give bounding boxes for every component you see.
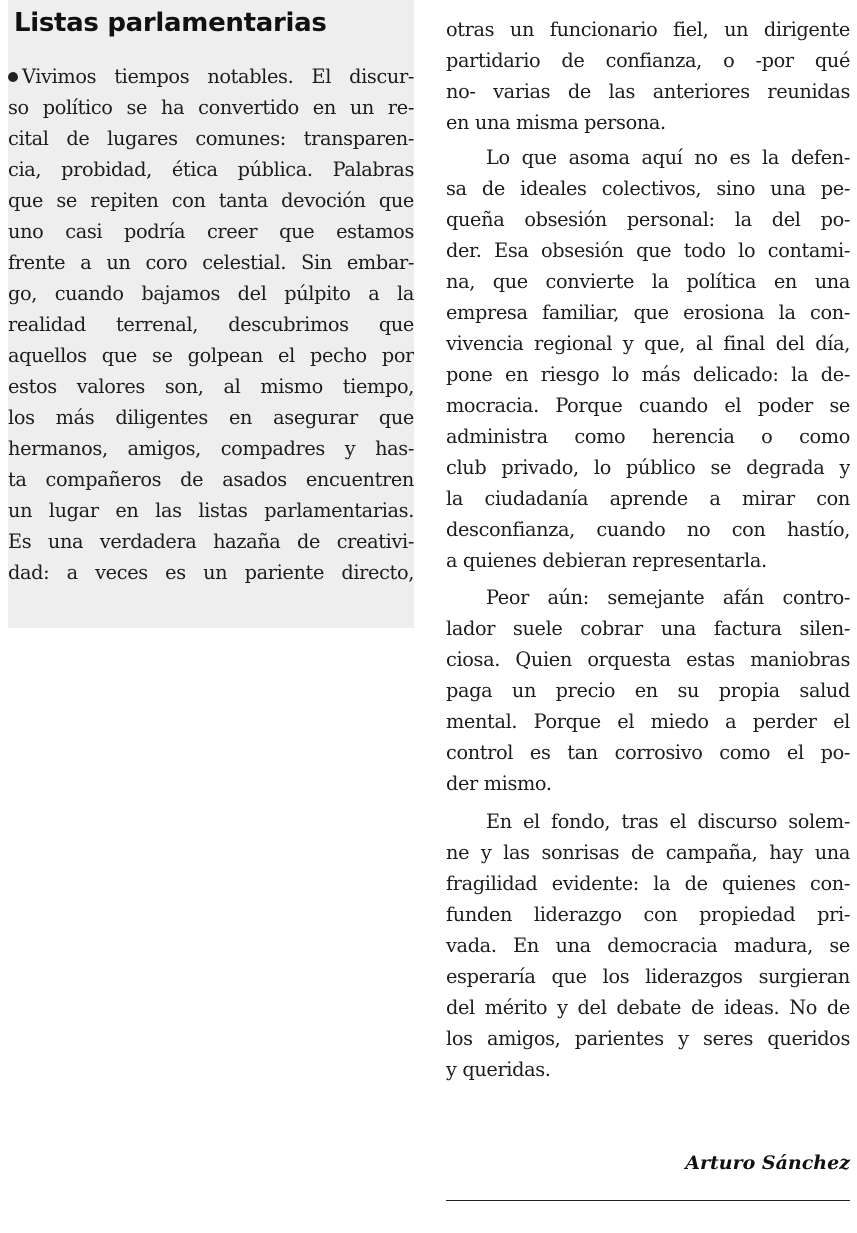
text-line: hermanos, amigos, compadres y has- <box>8 437 414 460</box>
text-line: mocracia. Porque cuando el poder se <box>446 394 850 417</box>
author-signature: Arturo Sánchez <box>685 1152 850 1174</box>
text-line: ne y las sonrisas de campaña, hay una <box>446 841 850 864</box>
text-line: estos valores son, al mismo tiempo, <box>8 375 414 398</box>
text-line <box>8 61 414 92</box>
text-line: la ciudadanía aprende a mirar con <box>446 487 850 510</box>
text-line: Es una verdadera hazaña de creativi- <box>8 530 414 553</box>
text-line: que se repiten con tanta devoción que <box>8 189 414 212</box>
text-line: paga un precio en su propia salud <box>446 679 850 702</box>
text-line: desconfianza, cuando no con hastío, <box>446 518 850 541</box>
text-line: der. Esa obsesión que todo lo contami- <box>446 239 850 262</box>
text-line: queña obsesión personal: la del po- <box>446 208 850 231</box>
text-line: a quienes debieran representarla. <box>446 549 767 572</box>
article-headline: Listas parlamentarias <box>14 8 327 38</box>
text-line: partidario de confianza, o -por qué <box>446 49 850 72</box>
text-line: los amigos, parientes y seres queridos <box>446 1027 850 1050</box>
text-line: un lugar en las listas parlamentarias. <box>8 499 414 522</box>
text-line: En el fondo, tras el discurso solem- <box>486 810 850 833</box>
text-line: lador suele cobrar una factura silen- <box>446 617 850 640</box>
text-line: Peor aún: semejante afán contro- <box>486 586 850 609</box>
text-line: no- varias de las anteriores reunidas <box>446 80 850 103</box>
text-line: ciosa. Quien orquesta estas maniobras <box>446 648 850 671</box>
text-line: del mérito y del debate de ideas. No de <box>446 996 850 1019</box>
text-line: cital de lugares comunes: transparen- <box>8 127 414 150</box>
bullet-icon <box>8 72 18 82</box>
text-line: frente a un coro celestial. Sin embar- <box>8 251 414 274</box>
text-line: so político se ha convertido en un re- <box>8 96 414 119</box>
text-line: en una misma persona. <box>446 111 666 134</box>
text-line: pone en riesgo lo más delicado: la de- <box>446 363 850 386</box>
text-line: der mismo. <box>446 772 552 795</box>
text-line: Lo que asoma aquí no es la defen- <box>486 146 850 169</box>
text-line: los más diligentes en asegurar que <box>8 406 414 429</box>
text-line: realidad terrenal, descubrimos que <box>8 313 414 336</box>
text-line: aquellos que se golpean el pecho por <box>8 344 414 367</box>
left-column <box>8 0 414 628</box>
text-line: club privado, lo público se degrada y <box>446 456 850 479</box>
text-line: vada. En una democracia madura, se <box>446 934 850 957</box>
text-line: esperaría que los liderazgos surgieran <box>446 965 850 988</box>
text-line: na, que convierte la política en una <box>446 270 850 293</box>
text-line: mental. Porque el miedo a perder el <box>446 710 850 733</box>
text-line: administra como herencia o como <box>446 425 850 448</box>
text-line: cia, probidad, ética pública. Palabras <box>8 158 414 181</box>
text-line: ta compañeros de asados encuentren <box>8 468 414 491</box>
text-line: vivencia regional y que, al final del día, <box>446 332 850 355</box>
text-line: uno casi podría creer que estamos <box>8 220 414 243</box>
text-line: sa de ideales colectivos, sino una pe- <box>446 177 850 200</box>
text-line: fragilidad evidente: la de quienes con- <box>446 872 850 895</box>
text-line: dad: a veces es un pariente directo, <box>8 561 414 584</box>
text-line-content: Vivimos tiempos notables. El discur- <box>22 65 414 88</box>
text-line: funden liderazgo con propiedad pri- <box>446 903 850 926</box>
text-line: y queridas. <box>446 1058 551 1081</box>
text-line: go, cuando bajamos del púlpito a la <box>8 282 414 305</box>
text-line: otras un funcionario fiel, un dirigente <box>446 18 850 41</box>
text-line: empresa familiar, que erosiona la con- <box>446 301 850 324</box>
text-line: control es tan corrosivo como el po- <box>446 741 850 764</box>
end-rule-divider <box>446 1200 850 1201</box>
